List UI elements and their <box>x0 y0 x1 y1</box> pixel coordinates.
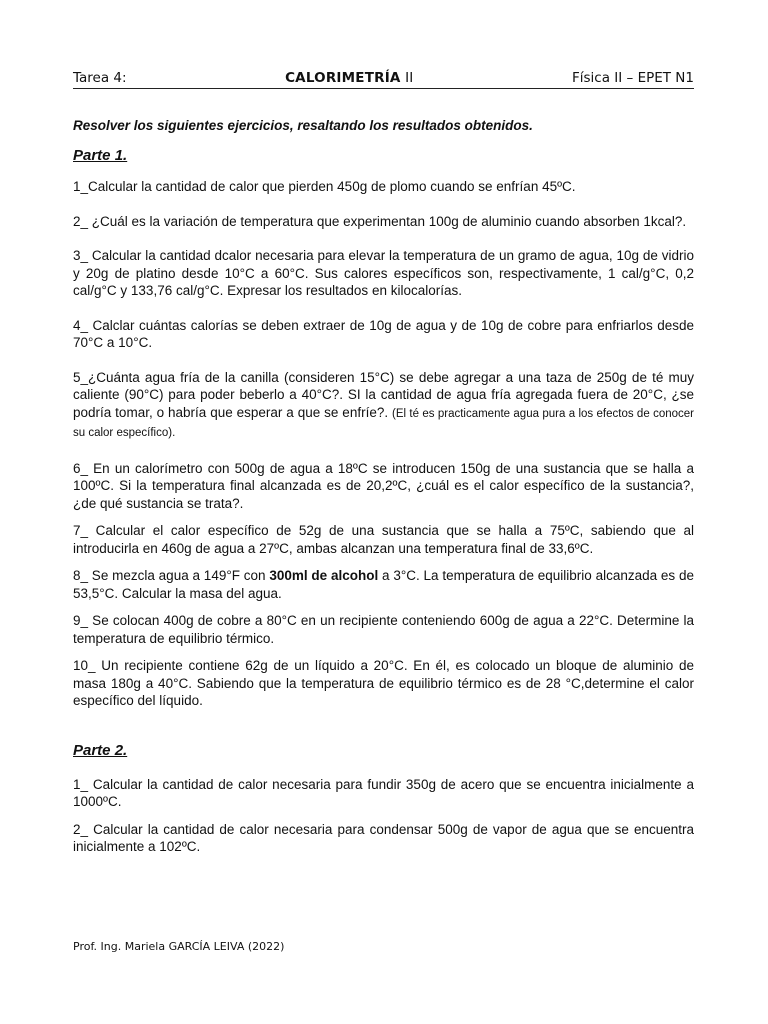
part2-title: Parte 2. <box>73 741 128 759</box>
exercise-10-a: 10_ Un <box>73 658 125 673</box>
exercise-9-b: 400g de cobre a 80°C en un recipiente conteniendo 600g de agua a 22°C. Determine la temperatura de equilibrio térmico. <box>73 613 695 646</box>
header-left: Tarea 4: <box>73 70 127 86</box>
exercise-8-b: a 3°C. La temperatura de equilibrio alcanzada es de 53,5°C. Calcular la masa del agua. <box>73 568 694 601</box>
part1-exercise-5 <box>73 369 694 443</box>
part1-exercise-2: 2_ ¿Cuál es la variación de temperatura que experimentan 100g de aluminio cuando absorben 1kcal?. <box>73 213 687 229</box>
part2-exercise-2: 2_ Calcular la cantidad de calor necesaria para condensar 500g de vapor de agua que se encuentra inicialmente a 102ºC. <box>73 821 694 854</box>
part2-exercise-1: 1_ Calcular la cantidad de calor necesaria para fundir 350g de acero que se encuentra inicialmente a 1000ºC. <box>73 776 694 809</box>
exercise-8-a: 8_ Se mezcla agua a 149°F con <box>73 568 270 583</box>
document-body <box>73 118 694 873</box>
exercise-10-word: recipiente <box>124 658 183 673</box>
exercise-9-a: 9_ Se <box>73 613 113 628</box>
exercise-5-main: 5_¿Cuánta agua fría de la canilla (consideren 15°C) se debe agregar a una taza de 250g de té muy caliente (90°C) para poder beberlo a 40°C?. SI la cantidad de agua fría agregada fuera de 20°C, ¿se podría tomar, o habría que esperar a que se enfríe?. <box>73 369 694 420</box>
part1-exercise-7: 7_ Calcular el calor específico de 52g de una sustancia que se halla a 75ºC, sabiendo que al introducirla en 460g de agua a 27ºC, ambas alcanzan una temperatura final de 33,6ºC. <box>73 523 694 556</box>
exercise-9-word: colocan <box>112 613 160 628</box>
part1-exercise-1: 1_Calcular la cantidad de calor que pierden 450g de plomo cuando se enfrían 45ºC. <box>73 179 576 194</box>
exercise-10-b: contiene 62g de un líquido a 20°C. En él, es colocado un bloque de aluminio de masa 180g a 40°C. Sabiendo que la temperatura de equilibrio térmico es de 28 °C,determine el calor específico del líquido. <box>73 658 694 708</box>
exercise-8-bold: 300ml de alcohol <box>269 568 379 583</box>
header-right: Física II – EPET N1 <box>571 70 694 86</box>
exercise-5-note: (El té es practicamente agua pura a los efectos de conocer su calor específico). <box>73 407 694 439</box>
page-header <box>73 70 694 89</box>
part1-exercise-9 <box>73 612 694 647</box>
instruction-text: Resolver los siguientes ejercicios, resaltando los resultados obtenidos. <box>73 118 533 133</box>
part1-exercise-10 <box>73 657 694 710</box>
part1-exercise-6: 6_ En un calorímetro con 500g de agua a 18ºC se introducen 150g de una sustancia que se halla a 100ºC. Si la temperatura final alcanzada es de 20,2ºC, ¿cuál es el calor específico de la sustancia?, ¿de qué sustancia se trata?. <box>73 460 694 511</box>
page-footer: Prof. Ing. Mariela GARCÍA LEIVA (2022) <box>73 940 285 953</box>
part1-title: Parte 1. <box>73 147 128 164</box>
header-title <box>285 70 413 86</box>
part1-exercise-8 <box>73 567 694 602</box>
header-title-main: CALORIMETRÍA <box>285 70 401 86</box>
part1-exercise-3: 3_ Calcular la cantidad dcalor necesaria para elevar la temperatura de un gramo de agua, 10g de vidrio y 20g de platino desde 10°C a 60°C. Sus calores específicos son, respectivamente, 1 cal/g°C, 0,2 cal/g°C y 133,76 cal/g°C. Expresar los resultados en kilocalorías. <box>73 248 694 298</box>
header-title-roman: II <box>400 70 414 86</box>
part1-exercise-4: 4_ Calclar cuántas calorías se deben extraer de 10g de agua y de 10g de cobre para enfriarlos desde 70°C a 10°C. <box>73 317 694 350</box>
